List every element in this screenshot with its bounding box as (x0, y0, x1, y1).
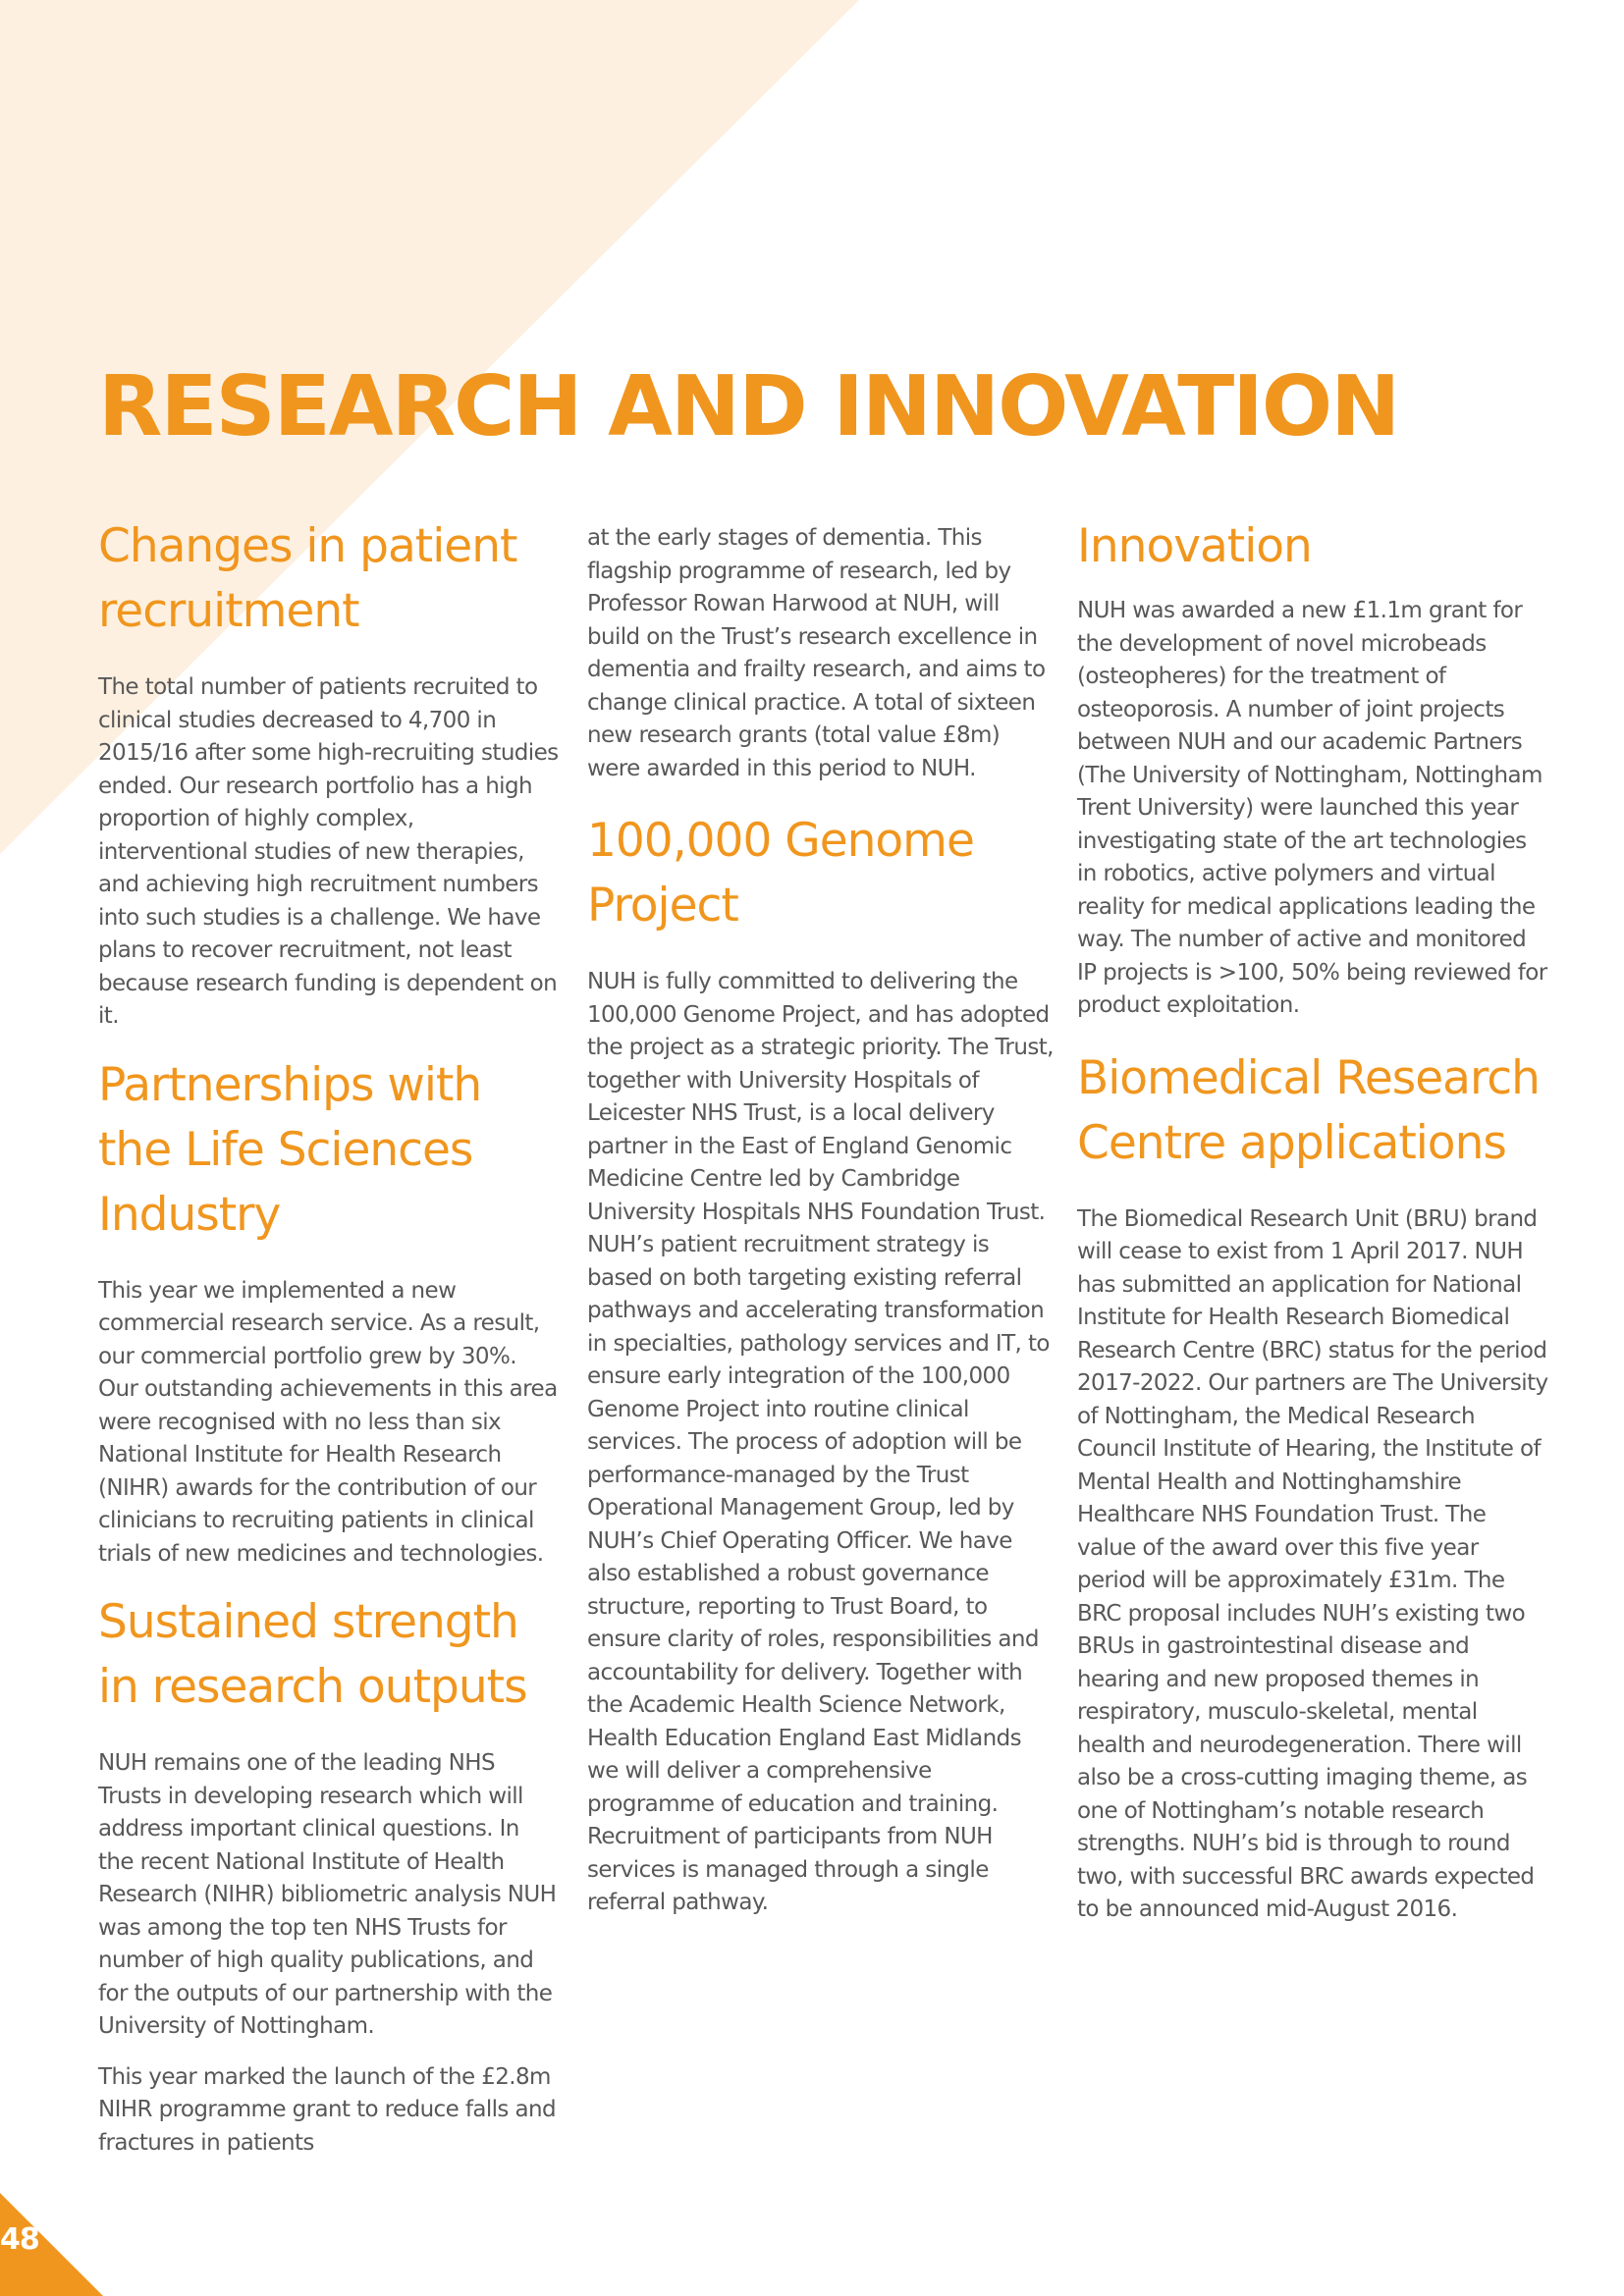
middle-column (587, 522, 1058, 1932)
paragraph-sustained-strength: NUH remains one of the leading NHS Trusts in developing research which will address important clinical questions. In the recent National Institute of Health Research (NIHR) bibliometric analysis NUH was among the top ten NHS Trusts for number of high quality publications, and for the outputs of our partnership with the University of Nottingham. (98, 1750, 557, 2039)
paragraph-changes-in-patient-recruitment: The total number of patients recruited to clinical studies decreased to 4,700 in 2015/16 after some high-recruiting studies ended. Our research portfolio has a high proportion of highly complex, interventional studies of new therapies, and achieving high recruitment numbers into such studies is a challenge. We have plans to recover recruitment, not least because research funding is dependent on it. (98, 674, 559, 1029)
heading-innovation: Innovation (1077, 519, 1312, 573)
paragraph-innovation: NUH was awarded a new £1.1m grant for the development of novel microbeads (osteopheres) for the treatment of osteoporosis. A number of joint projects between NUH and our academic Partners (The University of Nottingham, Nottingham Trent University) were launched this year investigating state of the art technologies in robotics, active polymers and virtual reality for medical applications leading the way. The number of active and monitored IP projects is >100, 50% being reviewed for product exploitation. (1077, 598, 1547, 1018)
right-column (1077, 520, 1548, 1939)
page-title: RESEARCH AND INNOVATION (98, 358, 1399, 455)
paragraph-biomedical-research-centre: The Biomedical Research Unit (BRU) brand will cease to exist from 1 April 2017. NUH has submitted an application for National Institute for Health Research Biomedical Research Centre (BRC) status for the period 2017-2022. Our partners are The University of Nottingham, the Medical Research Council Institute of Hearing, the Institute of Mental Health and Nottinghamshire Healthcare NHS Foundation Trust. The value of the award over this five year period will be approximately £31m. The BRC proposal includes NUH’s existing two BRUs in gastrointestinal disease and hearing and new proposed themes in respiratory, musculo-skeletal, mental health and neurodegeneration. There will also be a cross-cutting imaging theme, as one of Nottingham’s notable research strengths. NUH’s bid is through to round two, with successful BRC awards expected to be announced mid-August 2016. (1077, 1205, 1548, 1922)
heading-sustained-strength: Sustained strength in research outputs (98, 1595, 527, 1714)
left-column (98, 520, 560, 2171)
heading-changes-in-patient-recruitment: Changes in patient recruitment (98, 519, 517, 638)
heading-biomedical-research-centre: Biomedical Research Centre applications (1077, 1050, 1540, 1170)
page-number: 48 (0, 2222, 39, 2257)
paragraph-100000-genome-project: NUH is fully committed to delivering the 100,000 Genome Project, and has adopted the project as a strategic priority. The Trust, together with University Hospitals of Leicester NHS Trust, is a local delivery partner in the East of England Genomic Medicine Centre led by Cambridge University Hospitals NHS Foundation Trust. NUH’s patient recruitment strategy is based on both targeting existing referral pathways and accelerating transformation in specialties, pathology services and IT, to ensure early integration of the 100,000 Genome Project into routine clinical services. The process of adoption will be performance-managed by the Trust Operational Management Group, led by NUH’s Chief Operating Officer. We have also established a robust governance structure, reporting to Trust Board, to ensure clarity of roles, responsibilities and accountability for delivery. Together with the Academic Health Science Network, Health Education England East Midlands we will deliver a comprehensive programme of education and training. Recruitment of participants from NUH services is managed through a single referral pathway. (587, 969, 1054, 1915)
heading-partnerships-life-sciences: Partnerships with the Life Sciences Industry (98, 1057, 482, 1242)
paragraph-partnerships-life-sciences: This year we implemented a new commercial research service. As a result, our commercial portfolio grew by 30%. Our outstanding achievements in this area were recognised with no less than six National Institute for Health Research (NIHR) awards for the contribution of our clinicians to recruiting patients in clinical trials of new medicines and technologies. (98, 1277, 558, 1567)
paragraph-dementia-continued: at the early stages of dementia. This flagship programme of research, led by Professor Rowan Harwood at NUH, will build on the Trust’s research excellence in dementia and frailty research, and aims to change clinical practice. A total of sixteen new research grants (total value £8m) were awarded in this period to NUH. (587, 525, 1046, 781)
paragraph-nihr-programme-grant: This year marked the launch of the £2.8m NIHR programme grant to reduce falls and fractures in patients (98, 2063, 556, 2156)
heading-100000-genome-project: 100,000 Genome Project (587, 814, 974, 933)
